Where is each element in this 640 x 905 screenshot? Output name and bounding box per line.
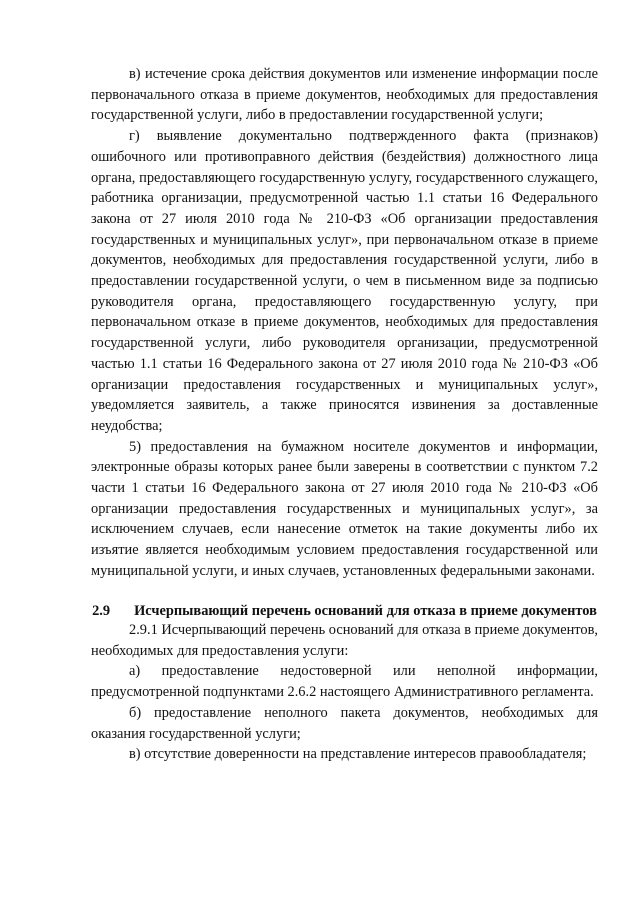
document-page [91, 64, 598, 765]
section-heading [91, 602, 598, 620]
section-title: Исчерпывающий перечень оснований для отказа в приеме документов [134, 602, 597, 619]
paragraph-item-b: б) предоставление неполного пакета документов, необходимых для оказания государственной услуги; [91, 704, 598, 742]
paragraph-item-g-error: г) выявление документально подтвержденного факта (признаков) ошибочного или противоправного действия (бездействия) должностного лица органа, предоставляющего государственную услугу, государственного служащего, работника организации, предусмотренной частью 1.1 статьи 16 Федерального закона от 27 июля 2010 года № 210-ФЗ «Об организации предоставления государственных и муниципальных услуг», при первоначальном отказе в приеме документов, необходимых для предоставления государственной услуги, либо в предоставлении государственной услуги, о чем в письменном виде за подписью руководителя органа, предоставляющего государственную услугу, при первоначальном отказе в приеме документов, необходимых для предоставления государственной услуги, либо руководителя организации, предусмотренной частью 1.1 статьи 16 Федерального закона от 27 июля 2010 года № 210-ФЗ «Об организации предоставления государственных и муниципальных услуг», уведомляется заявитель, а также приносятся извинения за доставленные неудобства; [91, 128, 598, 434]
paragraph-item-v-proxy: в) отсутствие доверенности на представление интересов правообладателя; [129, 746, 587, 763]
paragraph-item-a: а) предоставление недостоверной или неполной информации, предусмотренной подпунктами 2.6.2 настоящего Административного регламента. [91, 663, 598, 701]
paragraph-item-v-expiry: в) истечение срока действия документов или изменение информации после первоначального отказа в приеме документов, необходимых для предоставления государственной услуги, либо в предоставлении государственной услуги; [91, 66, 598, 124]
paragraph-item-5-paper: 5) предоставления на бумажном носителе документов и информации, электронные образы которых ранее были заверены в соответствии с пунктом 7.2 части 1 статьи 16 Федерального закона от 27 июля 2010 года № 210-ФЗ «Об организации предоставления государственных и муниципальных услуг», за исключением случаев, если нанесение отметок на такие документы либо их изъятие является необходимым условием предоставления государственной или муниципальной услуги, и иных случаев, установленных федеральными законами. [91, 438, 598, 579]
section-number: 2.9 [92, 602, 111, 619]
paragraph-2-9-1: 2.9.1 Исчерпывающий перечень оснований для отказа в приеме документов, необходимых для предоставления услуги: [91, 621, 598, 659]
